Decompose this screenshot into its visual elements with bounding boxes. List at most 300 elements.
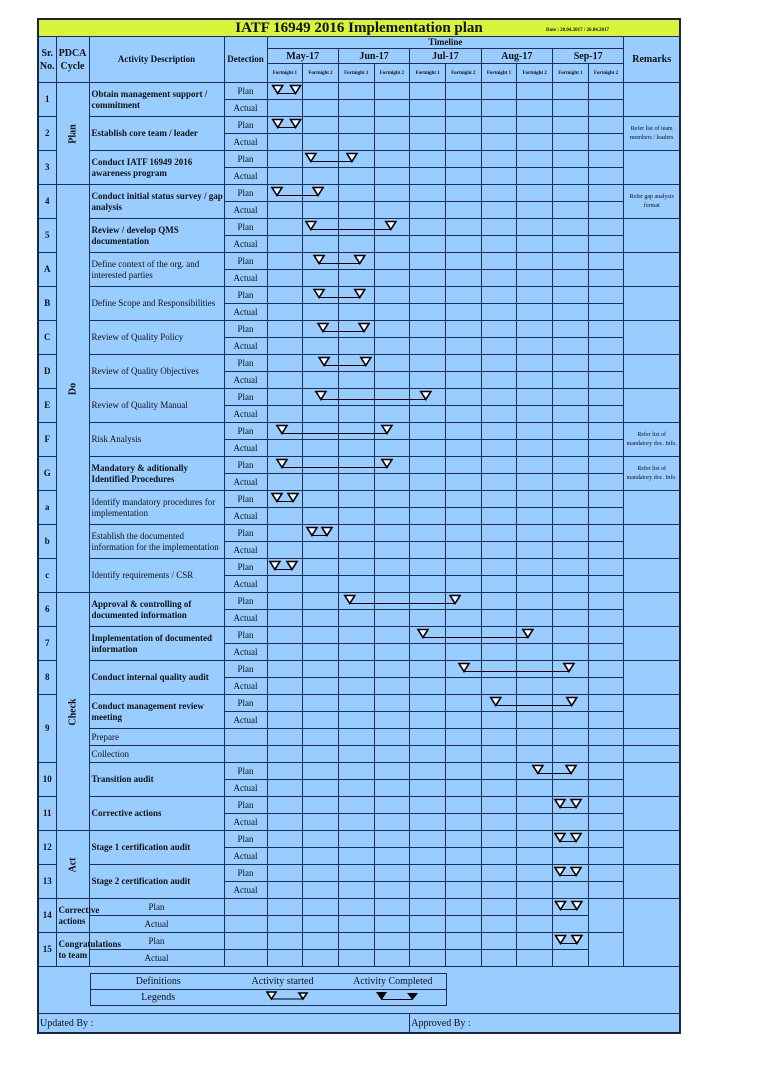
timeline-cell[interactable] — [410, 610, 446, 627]
timeline-cell[interactable] — [445, 814, 481, 831]
timeline-cell[interactable] — [553, 474, 589, 491]
timeline-cell[interactable] — [374, 83, 410, 100]
timeline-cell[interactable] — [588, 338, 624, 355]
timeline-cell[interactable] — [338, 712, 374, 729]
timeline-cell[interactable] — [481, 916, 517, 933]
timeline-cell[interactable] — [481, 933, 517, 950]
timeline-cell[interactable] — [303, 406, 339, 423]
timeline-cell[interactable] — [481, 423, 517, 440]
timeline-cell[interactable] — [410, 321, 446, 338]
timeline-cell[interactable] — [553, 831, 589, 848]
timeline-cell[interactable] — [517, 831, 553, 848]
timeline-cell[interactable] — [481, 321, 517, 338]
timeline-cell[interactable] — [588, 542, 624, 559]
timeline-cell[interactable] — [588, 831, 624, 848]
timeline-cell[interactable] — [445, 474, 481, 491]
timeline-cell[interactable] — [338, 321, 374, 338]
timeline-cell[interactable] — [374, 168, 410, 185]
timeline-cell[interactable] — [517, 882, 553, 899]
timeline-cell[interactable] — [338, 848, 374, 865]
timeline-cell[interactable] — [553, 729, 589, 746]
timeline-cell[interactable] — [588, 865, 624, 882]
timeline-cell[interactable] — [303, 814, 339, 831]
timeline-cell[interactable] — [410, 576, 446, 593]
timeline-cell[interactable] — [267, 117, 303, 134]
timeline-cell[interactable] — [481, 559, 517, 576]
timeline-cell[interactable] — [553, 423, 589, 440]
timeline-cell[interactable] — [445, 508, 481, 525]
timeline-cell[interactable] — [481, 729, 517, 746]
timeline-cell[interactable] — [303, 423, 339, 440]
timeline-cell[interactable] — [267, 100, 303, 117]
timeline-cell[interactable] — [374, 151, 410, 168]
timeline-cell[interactable] — [517, 610, 553, 627]
timeline-cell[interactable] — [481, 763, 517, 780]
timeline-cell[interactable] — [445, 525, 481, 542]
timeline-cell[interactable] — [303, 134, 339, 151]
timeline-cell[interactable] — [517, 457, 553, 474]
timeline-cell[interactable] — [410, 899, 446, 916]
timeline-cell[interactable] — [517, 372, 553, 389]
timeline-cell[interactable] — [267, 797, 303, 814]
timeline-cell[interactable] — [374, 491, 410, 508]
timeline-cell[interactable] — [410, 627, 446, 644]
timeline-cell[interactable] — [553, 916, 589, 933]
timeline-cell[interactable] — [553, 202, 589, 219]
timeline-cell[interactable] — [374, 202, 410, 219]
timeline-cell[interactable] — [374, 236, 410, 253]
timeline-cell[interactable] — [517, 321, 553, 338]
timeline-cell[interactable] — [303, 304, 339, 321]
timeline-cell[interactable] — [481, 440, 517, 457]
timeline-cell[interactable] — [481, 882, 517, 899]
timeline-cell[interactable] — [553, 746, 589, 763]
timeline-cell[interactable] — [410, 559, 446, 576]
timeline-cell[interactable] — [267, 236, 303, 253]
timeline-cell[interactable] — [338, 287, 374, 304]
timeline-cell[interactable] — [553, 950, 589, 967]
timeline-cell[interactable] — [517, 797, 553, 814]
timeline-cell[interactable] — [445, 338, 481, 355]
timeline-cell[interactable] — [267, 219, 303, 236]
timeline-cell[interactable] — [517, 525, 553, 542]
timeline-cell[interactable] — [338, 916, 374, 933]
timeline-cell[interactable] — [303, 236, 339, 253]
timeline-cell[interactable] — [267, 678, 303, 695]
timeline-cell[interactable] — [553, 219, 589, 236]
timeline-cell[interactable] — [517, 134, 553, 151]
timeline-cell[interactable] — [553, 644, 589, 661]
timeline-cell[interactable] — [410, 202, 446, 219]
timeline-cell[interactable] — [410, 525, 446, 542]
timeline-cell[interactable] — [517, 763, 553, 780]
timeline-cell[interactable] — [267, 83, 303, 100]
timeline-cell[interactable] — [445, 304, 481, 321]
timeline-cell[interactable] — [374, 661, 410, 678]
timeline-cell[interactable] — [553, 712, 589, 729]
updated-by-field[interactable]: Updated By : — [38, 1014, 410, 1034]
timeline-cell[interactable] — [267, 882, 303, 899]
timeline-cell[interactable] — [588, 151, 624, 168]
timeline-cell[interactable] — [445, 644, 481, 661]
timeline-cell[interactable] — [517, 695, 553, 712]
timeline-cell[interactable] — [410, 287, 446, 304]
timeline-cell[interactable] — [374, 185, 410, 202]
timeline-cell[interactable] — [267, 814, 303, 831]
timeline-cell[interactable] — [303, 899, 339, 916]
timeline-cell[interactable] — [517, 270, 553, 287]
timeline-cell[interactable] — [481, 355, 517, 372]
timeline-cell[interactable] — [303, 457, 339, 474]
timeline-cell[interactable] — [481, 814, 517, 831]
timeline-cell[interactable] — [374, 729, 410, 746]
timeline-cell[interactable] — [517, 916, 553, 933]
timeline-cell[interactable] — [445, 389, 481, 406]
timeline-cell[interactable] — [481, 117, 517, 134]
timeline-cell[interactable] — [553, 321, 589, 338]
timeline-cell[interactable] — [303, 287, 339, 304]
timeline-cell[interactable] — [374, 304, 410, 321]
timeline-cell[interactable] — [553, 763, 589, 780]
timeline-cell[interactable] — [267, 185, 303, 202]
timeline-cell[interactable] — [267, 423, 303, 440]
timeline-cell[interactable] — [410, 831, 446, 848]
timeline-cell[interactable] — [588, 712, 624, 729]
timeline-cell[interactable] — [481, 457, 517, 474]
timeline-cell[interactable] — [588, 763, 624, 780]
timeline-cell[interactable] — [553, 168, 589, 185]
timeline-cell[interactable] — [517, 508, 553, 525]
timeline-cell[interactable] — [267, 610, 303, 627]
timeline-cell[interactable] — [303, 780, 339, 797]
timeline-cell[interactable] — [445, 797, 481, 814]
timeline-cell[interactable] — [588, 644, 624, 661]
timeline-cell[interactable] — [224, 950, 267, 967]
timeline-cell[interactable] — [267, 321, 303, 338]
timeline-cell[interactable] — [553, 627, 589, 644]
timeline-cell[interactable] — [374, 508, 410, 525]
timeline-cell[interactable] — [374, 117, 410, 134]
timeline-cell[interactable] — [517, 185, 553, 202]
timeline-cell[interactable] — [303, 321, 339, 338]
timeline-cell[interactable] — [374, 525, 410, 542]
timeline-cell[interactable] — [338, 168, 374, 185]
timeline-cell[interactable] — [517, 474, 553, 491]
timeline-cell[interactable] — [517, 151, 553, 168]
timeline-cell[interactable] — [374, 746, 410, 763]
timeline-cell[interactable] — [410, 151, 446, 168]
timeline-cell[interactable] — [588, 508, 624, 525]
timeline-cell[interactable] — [267, 270, 303, 287]
timeline-cell[interactable] — [374, 831, 410, 848]
timeline-cell[interactable] — [374, 287, 410, 304]
timeline-cell[interactable] — [267, 304, 303, 321]
timeline-cell[interactable] — [517, 848, 553, 865]
timeline-cell[interactable] — [588, 440, 624, 457]
timeline-cell[interactable] — [374, 372, 410, 389]
timeline-cell[interactable] — [374, 950, 410, 967]
timeline-cell[interactable] — [445, 678, 481, 695]
timeline-cell[interactable] — [588, 287, 624, 304]
timeline-cell[interactable] — [303, 219, 339, 236]
timeline-cell[interactable] — [374, 644, 410, 661]
timeline-cell[interactable] — [410, 678, 446, 695]
timeline-cell[interactable] — [410, 355, 446, 372]
timeline-cell[interactable] — [517, 253, 553, 270]
timeline-cell[interactable] — [267, 151, 303, 168]
timeline-cell[interactable] — [481, 865, 517, 882]
timeline-cell[interactable] — [267, 474, 303, 491]
timeline-cell[interactable] — [445, 865, 481, 882]
timeline-cell[interactable] — [303, 508, 339, 525]
timeline-cell[interactable] — [303, 610, 339, 627]
timeline-cell[interactable] — [517, 746, 553, 763]
timeline-cell[interactable] — [267, 865, 303, 882]
timeline-cell[interactable] — [517, 236, 553, 253]
timeline-cell[interactable] — [267, 508, 303, 525]
timeline-cell[interactable] — [374, 763, 410, 780]
timeline-cell[interactable] — [338, 933, 374, 950]
timeline-cell[interactable] — [410, 593, 446, 610]
timeline-cell[interactable] — [303, 831, 339, 848]
timeline-cell[interactable] — [553, 780, 589, 797]
timeline-cell[interactable] — [303, 882, 339, 899]
timeline-cell[interactable] — [303, 253, 339, 270]
timeline-cell[interactable] — [267, 848, 303, 865]
timeline-cell[interactable] — [303, 559, 339, 576]
timeline-cell[interactable] — [303, 746, 339, 763]
timeline-cell[interactable] — [481, 848, 517, 865]
timeline-cell[interactable] — [553, 848, 589, 865]
timeline-cell[interactable] — [588, 423, 624, 440]
timeline-cell[interactable] — [410, 644, 446, 661]
timeline-cell[interactable] — [374, 100, 410, 117]
timeline-cell[interactable] — [445, 83, 481, 100]
timeline-cell[interactable] — [445, 848, 481, 865]
timeline-cell[interactable] — [410, 933, 446, 950]
timeline-cell[interactable] — [267, 661, 303, 678]
timeline-cell[interactable] — [338, 474, 374, 491]
timeline-cell[interactable] — [481, 831, 517, 848]
timeline-cell[interactable] — [481, 100, 517, 117]
timeline-cell[interactable] — [517, 406, 553, 423]
timeline-cell[interactable] — [445, 695, 481, 712]
timeline-cell[interactable] — [374, 627, 410, 644]
timeline-cell[interactable] — [410, 780, 446, 797]
timeline-cell[interactable] — [588, 134, 624, 151]
timeline-cell[interactable] — [410, 134, 446, 151]
timeline-cell[interactable] — [517, 304, 553, 321]
timeline-cell[interactable] — [553, 134, 589, 151]
timeline-cell[interactable] — [553, 287, 589, 304]
timeline-cell[interactable] — [588, 525, 624, 542]
timeline-cell[interactable] — [517, 729, 553, 746]
timeline-cell[interactable] — [481, 474, 517, 491]
timeline-cell[interactable] — [445, 406, 481, 423]
timeline-cell[interactable] — [588, 695, 624, 712]
timeline-cell[interactable] — [553, 389, 589, 406]
timeline-cell[interactable] — [445, 219, 481, 236]
timeline-cell[interactable] — [303, 916, 339, 933]
timeline-cell[interactable] — [338, 117, 374, 134]
timeline-cell[interactable] — [410, 372, 446, 389]
timeline-cell[interactable] — [553, 695, 589, 712]
timeline-cell[interactable] — [588, 253, 624, 270]
timeline-cell[interactable] — [410, 474, 446, 491]
timeline-cell[interactable] — [338, 236, 374, 253]
timeline-cell[interactable] — [517, 423, 553, 440]
timeline-cell[interactable] — [588, 270, 624, 287]
timeline-cell[interactable] — [338, 304, 374, 321]
timeline-cell[interactable] — [588, 372, 624, 389]
timeline-cell[interactable] — [338, 406, 374, 423]
timeline-cell[interactable] — [588, 593, 624, 610]
timeline-cell[interactable] — [267, 355, 303, 372]
timeline-cell[interactable] — [374, 678, 410, 695]
timeline-cell[interactable] — [481, 610, 517, 627]
timeline-cell[interactable] — [374, 865, 410, 882]
timeline-cell[interactable] — [338, 797, 374, 814]
timeline-cell[interactable] — [374, 593, 410, 610]
timeline-cell[interactable] — [588, 729, 624, 746]
timeline-cell[interactable] — [445, 423, 481, 440]
timeline-cell[interactable] — [374, 576, 410, 593]
timeline-cell[interactable] — [267, 627, 303, 644]
timeline-cell[interactable] — [517, 712, 553, 729]
timeline-cell[interactable] — [338, 423, 374, 440]
timeline-cell[interactable] — [303, 185, 339, 202]
timeline-cell[interactable] — [267, 899, 303, 916]
timeline-cell[interactable] — [445, 746, 481, 763]
timeline-cell[interactable] — [481, 593, 517, 610]
timeline-cell[interactable] — [303, 729, 339, 746]
timeline-cell[interactable] — [374, 389, 410, 406]
timeline-cell[interactable] — [481, 746, 517, 763]
timeline-cell[interactable] — [267, 933, 303, 950]
timeline-cell[interactable] — [338, 780, 374, 797]
timeline-cell[interactable] — [481, 287, 517, 304]
timeline-cell[interactable] — [588, 559, 624, 576]
timeline-cell[interactable] — [445, 287, 481, 304]
timeline-cell[interactable] — [303, 593, 339, 610]
timeline-cell[interactable] — [338, 83, 374, 100]
timeline-cell[interactable] — [588, 355, 624, 372]
timeline-cell[interactable] — [303, 576, 339, 593]
timeline-cell[interactable] — [481, 525, 517, 542]
timeline-cell[interactable] — [374, 916, 410, 933]
timeline-cell[interactable] — [303, 389, 339, 406]
approved-by-field[interactable]: Approved By : — [410, 1014, 680, 1034]
timeline-cell[interactable] — [410, 661, 446, 678]
timeline-cell[interactable] — [338, 610, 374, 627]
timeline-cell[interactable] — [517, 542, 553, 559]
timeline-cell[interactable] — [338, 593, 374, 610]
timeline-cell[interactable] — [224, 933, 267, 950]
timeline-cell[interactable] — [553, 508, 589, 525]
timeline-cell[interactable] — [481, 304, 517, 321]
timeline-cell[interactable] — [481, 491, 517, 508]
timeline-cell[interactable] — [481, 576, 517, 593]
timeline-cell[interactable] — [588, 117, 624, 134]
timeline-cell[interactable] — [588, 882, 624, 899]
timeline-cell[interactable] — [445, 202, 481, 219]
timeline-cell[interactable] — [303, 83, 339, 100]
timeline-cell[interactable] — [374, 270, 410, 287]
timeline-cell[interactable] — [374, 848, 410, 865]
timeline-cell[interactable] — [338, 831, 374, 848]
timeline-cell[interactable] — [267, 338, 303, 355]
timeline-cell[interactable] — [338, 491, 374, 508]
timeline-cell[interactable] — [517, 865, 553, 882]
timeline-cell[interactable] — [445, 151, 481, 168]
timeline-cell[interactable] — [410, 406, 446, 423]
timeline-cell[interactable] — [588, 610, 624, 627]
timeline-cell[interactable] — [338, 542, 374, 559]
timeline-cell[interactable] — [338, 389, 374, 406]
timeline-cell[interactable] — [445, 661, 481, 678]
timeline-cell[interactable] — [338, 134, 374, 151]
timeline-cell[interactable] — [303, 474, 339, 491]
timeline-cell[interactable] — [338, 219, 374, 236]
timeline-cell[interactable] — [481, 406, 517, 423]
timeline-cell[interactable] — [267, 950, 303, 967]
timeline-cell[interactable] — [303, 865, 339, 882]
timeline-cell[interactable] — [338, 151, 374, 168]
timeline-cell[interactable] — [410, 882, 446, 899]
timeline-cell[interactable] — [553, 338, 589, 355]
timeline-cell[interactable] — [481, 134, 517, 151]
timeline-cell[interactable] — [410, 304, 446, 321]
timeline-cell[interactable] — [267, 253, 303, 270]
timeline-cell[interactable] — [553, 372, 589, 389]
timeline-cell[interactable] — [445, 712, 481, 729]
timeline-cell[interactable] — [553, 933, 589, 950]
timeline-cell[interactable] — [410, 270, 446, 287]
timeline-cell[interactable] — [517, 491, 553, 508]
timeline-cell[interactable] — [410, 848, 446, 865]
timeline-cell[interactable] — [303, 797, 339, 814]
timeline-cell[interactable] — [517, 814, 553, 831]
timeline-cell[interactable] — [374, 457, 410, 474]
timeline-cell[interactable] — [588, 797, 624, 814]
timeline-cell[interactable] — [445, 610, 481, 627]
timeline-cell[interactable] — [303, 712, 339, 729]
timeline-cell[interactable] — [374, 423, 410, 440]
timeline-cell[interactable] — [410, 746, 446, 763]
timeline-cell[interactable] — [338, 763, 374, 780]
timeline-cell[interactable] — [445, 355, 481, 372]
timeline-cell[interactable] — [267, 440, 303, 457]
timeline-cell[interactable] — [338, 950, 374, 967]
timeline-cell[interactable] — [303, 202, 339, 219]
timeline-cell[interactable] — [517, 355, 553, 372]
timeline-cell[interactable] — [481, 797, 517, 814]
timeline-cell[interactable] — [224, 916, 267, 933]
timeline-cell[interactable] — [553, 610, 589, 627]
timeline-cell[interactable] — [374, 933, 410, 950]
timeline-cell[interactable] — [267, 576, 303, 593]
timeline-cell[interactable] — [303, 117, 339, 134]
timeline-cell[interactable] — [338, 100, 374, 117]
timeline-cell[interactable] — [553, 270, 589, 287]
timeline-cell[interactable] — [267, 780, 303, 797]
timeline-cell[interactable] — [267, 542, 303, 559]
timeline-cell[interactable] — [410, 338, 446, 355]
timeline-cell[interactable] — [588, 848, 624, 865]
timeline-cell[interactable] — [553, 576, 589, 593]
timeline-cell[interactable] — [267, 168, 303, 185]
timeline-cell[interactable] — [338, 899, 374, 916]
